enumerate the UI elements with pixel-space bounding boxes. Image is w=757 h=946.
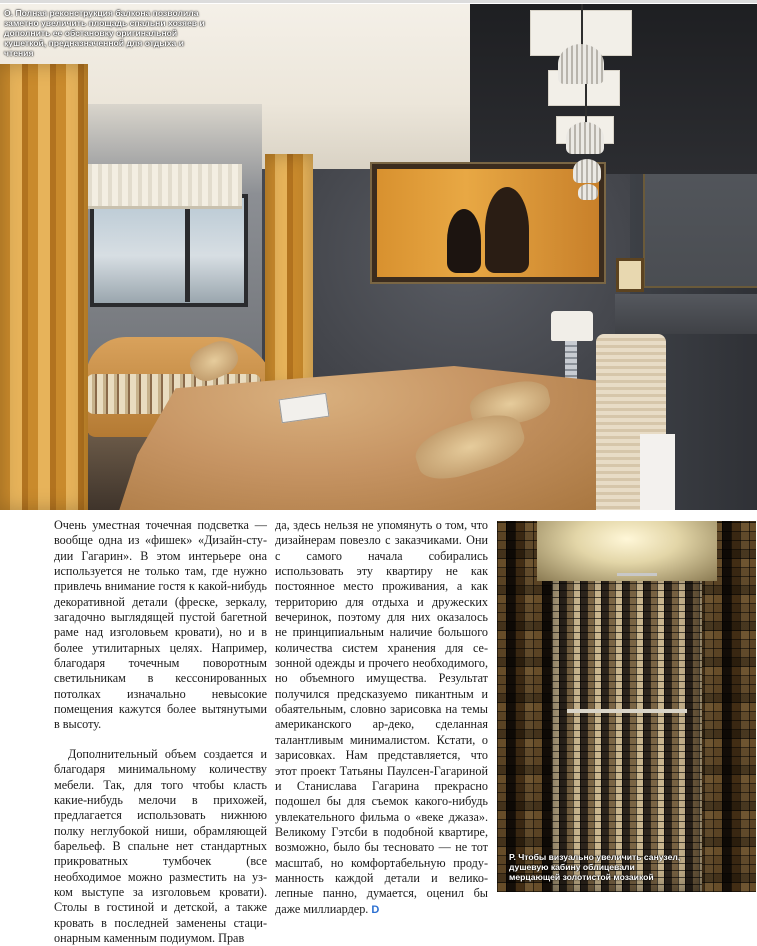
article-paragraph: Очень уместная точечная подсветка — вообще одна из «фишек» «Дизайн-студии Гагарин». В этом интерьере она используется не только там, где нужно привлечь внимание гостя к какой-нибудь декоративной детали (фреске, зеркалу, загадочно выглядящей пустой багетной раме над изголовьем кровати), но и в более утилитарных целях. Например, благодаря точечным поворотным светильникам в кессонированных потолках изначально невысокие помещения кажутся более вытянутыми в высоту. [54,518,267,732]
table-lamp-base [565,341,577,383]
pendant-cord [581,4,583,46]
pendant-lamp [573,159,601,183]
caption-text: Чтобы визуально увеличить санузел, душевую кабину облицевали мерцающей золотистой мозаикой [509,852,681,882]
wall-painting [372,164,604,282]
article-paragraph: Дополнительный объем создается и благодаря минимальному количеству мебели. Так, для того чтобы класть какие-нибудь мелочи в прихожей, предлагается использовать нижнюю полку неглубокой ниши, обрамляющей барельеф. В спальне нет стандартных прикроватных тумбочек (все необходимое можно разместить на узком выступе за изголовьем кровати). Столы в гостиной и детской, а также кровать в последней заменены стационарным каменным подиумом. Прав [54,746,267,945]
bathroom-photo-caption [509,852,684,882]
pendant-lamp [558,44,604,84]
curtain-left [0,64,88,510]
caption-text: Полная реконструкция балкона позволила заметно увеличить площадь спальни хозяев и дополнить ее обстановку оригинальной кушеткой, предназначенной для отдыха и чтения [4,8,205,58]
window [90,194,248,307]
table-lamp-shade [551,311,593,341]
page-top-rule [0,0,757,3]
article-paragraph-text: да, здесь нельзя не упомянуть о том, что дизайнерам повезло с заказчиками. Они с самого начала собирались использовать эту квартиру не как постоянное место проживания, а как территорию для отдыха и дружеских вечеринок, поэтому для них оказалось не принципиальным наличие большого количества систем хранения для сезонной одежды и прочего необходимого, но объемного имущества. Результат получился предсказуемо пикантным и обаятельным, словно зарисовка на темы американского ар-деко, сделанная талантливым минималистом. Кстати, о зарисовках. Нам представляется, что этот проект Татьяны Паулсен-Гагариной и Станислава Гагарина прекрасно подошел бы для съемок какого-нибудь увлекательного фильма о «веке джаза». Великому Гэтсби в подобной квартире, возможно, было бы тесновато — не тот масштаб, но комфортабельную продуманность каждой детали и великолепные панно, думается, оценил бы даже миллиардер. [275,518,488,916]
pendant-lamp [578,184,598,200]
article-column-1 [54,518,267,946]
headboard-side [640,434,675,510]
bedroom-photo-caption [4,8,214,58]
shower-shelf [567,709,687,713]
shower-ceiling-light [537,521,717,581]
painting-figure [485,187,529,273]
window-mullion [185,194,190,302]
bathroom-photo [497,521,756,892]
wall-shelf [615,294,757,334]
shower-head [617,573,657,576]
painting-figure [447,209,481,273]
window-valance [82,164,242,209]
article-paragraph [275,518,488,918]
caption-letter: О. [4,8,14,18]
curtain-right [265,154,313,390]
article-column-2 [275,518,488,918]
pendant-lamp [566,122,604,154]
end-of-article-mark: D [371,903,380,916]
photo-frame [616,258,644,292]
shower-back-wall [552,566,702,892]
pendant-cord [585,84,587,124]
bedroom-photo [0,4,757,510]
caption-letter: Р. [509,852,516,862]
